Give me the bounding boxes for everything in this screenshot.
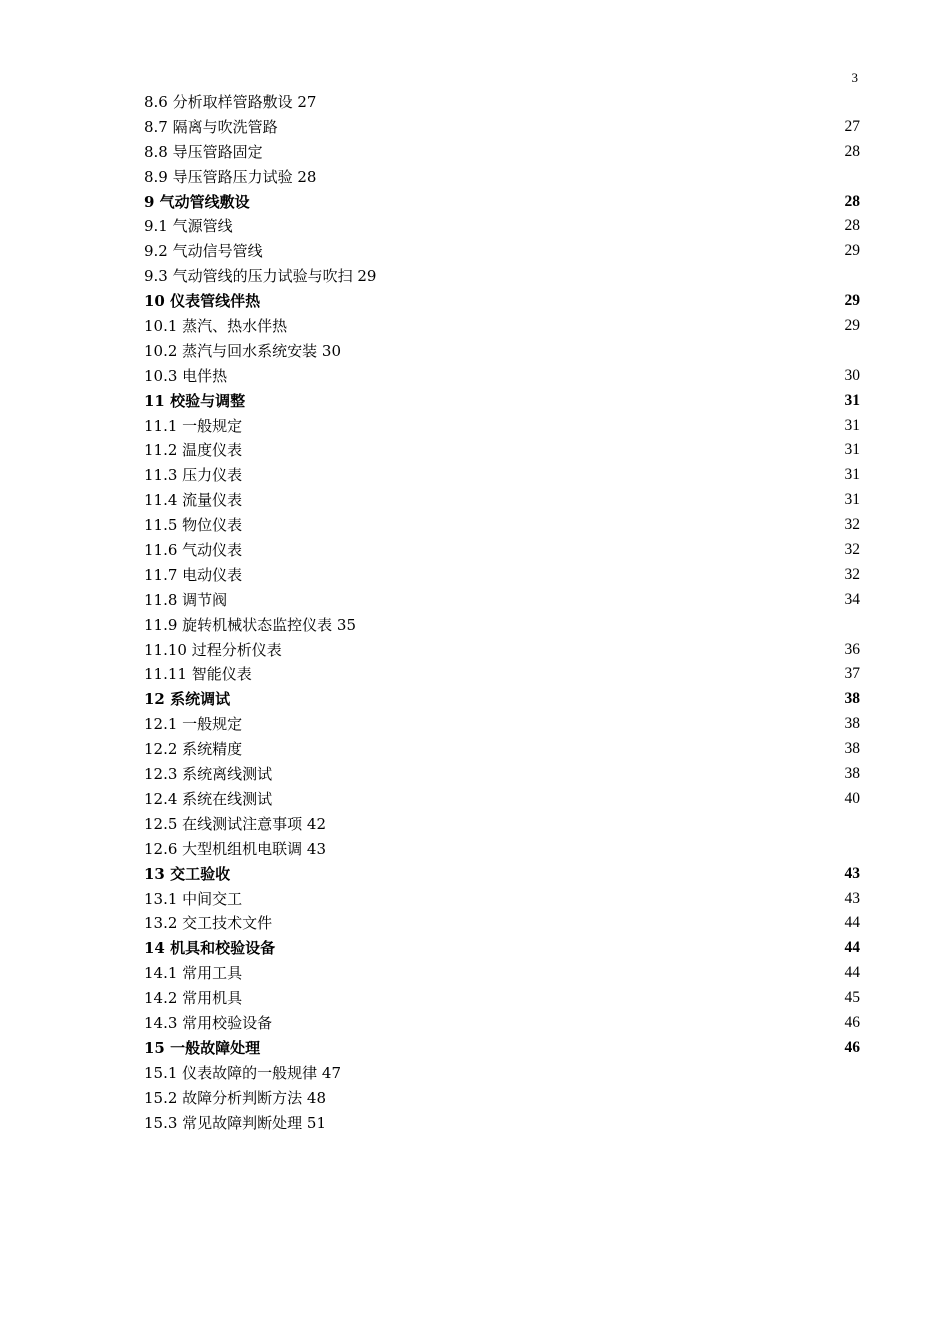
toc-entry-page: 44 bbox=[844, 964, 860, 982]
toc-entry-page: 44 bbox=[844, 914, 860, 932]
toc-entry-title: 12 系统调试 bbox=[144, 690, 231, 709]
toc-entry-page: 37 bbox=[844, 665, 860, 683]
toc-entry-page: 29 bbox=[844, 317, 860, 335]
toc-entry-title: 12.2 系统精度 bbox=[144, 740, 243, 759]
toc-section-entry[interactable] bbox=[144, 961, 860, 986]
toc-entry-page: 28 bbox=[844, 217, 860, 235]
toc-section-entry[interactable] bbox=[144, 787, 860, 812]
toc-section-entry[interactable] bbox=[144, 812, 860, 837]
toc-entry-title: 9.1 气源管线 bbox=[144, 217, 233, 236]
toc-entry-page: 43 bbox=[844, 889, 860, 907]
toc-section-entry[interactable] bbox=[144, 986, 860, 1011]
toc-entry-title: 8.8 导压管路固定 bbox=[144, 142, 263, 161]
toc-entry-title: 10.2 蒸汽与回水系统安装 30 bbox=[144, 341, 342, 360]
toc-entry-title: 10.1 蒸汽、热水伴热 bbox=[144, 317, 288, 336]
toc-entry-page: 34 bbox=[844, 590, 860, 608]
toc-entry-page: 31 bbox=[844, 391, 860, 409]
toc-entry-page: 31 bbox=[844, 416, 860, 434]
toc-section-entry[interactable] bbox=[144, 837, 860, 862]
toc-entry-title: 13 交工验收 bbox=[144, 864, 231, 883]
toc-entry-title: 14.3 常用校验设备 bbox=[144, 1013, 273, 1032]
toc-entry-page: 31 bbox=[844, 466, 860, 484]
toc-entry-page: 43 bbox=[844, 864, 860, 882]
toc-entry-title: 11 校验与调整 bbox=[144, 391, 246, 410]
toc-entry-title: 11.4 流量仪表 bbox=[144, 491, 243, 510]
toc-entry-title: 14 机具和校验设备 bbox=[144, 939, 276, 958]
toc-entry-page: 32 bbox=[844, 516, 860, 534]
toc-section-entry[interactable] bbox=[144, 438, 860, 463]
toc-entry-title: 11.6 气动仪表 bbox=[144, 541, 243, 560]
toc-entry-page: 27 bbox=[844, 117, 860, 135]
toc-entry-title: 11.1 一般规定 bbox=[144, 416, 243, 435]
toc-entry-page: 32 bbox=[844, 541, 860, 559]
toc-chapter-entry[interactable] bbox=[144, 936, 860, 961]
toc-section-entry[interactable] bbox=[144, 115, 860, 140]
toc-entry-page: 29 bbox=[844, 242, 860, 260]
toc-entry-page: 31 bbox=[844, 491, 860, 509]
toc-entry-title: 10 仪表管线伴热 bbox=[144, 292, 261, 311]
toc-section-entry[interactable] bbox=[144, 90, 860, 115]
toc-entry-title: 11.8 调节阀 bbox=[144, 590, 228, 609]
toc-chapter-entry[interactable] bbox=[144, 389, 860, 414]
toc-entry-title: 11.10 过程分析仪表 bbox=[144, 640, 282, 659]
toc-entry-page: 30 bbox=[844, 366, 860, 384]
toc-entry-title: 12.3 系统离线测试 bbox=[144, 765, 273, 784]
toc-entry-page: 40 bbox=[844, 789, 860, 807]
toc-section-entry[interactable] bbox=[144, 638, 860, 663]
toc-entry-title: 11.9 旋转机械状态监控仪表 35 bbox=[144, 615, 357, 634]
toc-section-entry[interactable] bbox=[144, 364, 860, 389]
toc-entry-title: 11.11 智能仪表 bbox=[144, 665, 252, 684]
toc-section-entry[interactable] bbox=[144, 613, 860, 638]
toc-chapter-entry[interactable] bbox=[144, 1036, 860, 1061]
toc-section-entry[interactable] bbox=[144, 1011, 860, 1036]
toc-entry-title: 9.2 气动信号管线 bbox=[144, 242, 263, 261]
toc-entry-title: 8.7 隔离与吹洗管路 bbox=[144, 117, 278, 136]
toc-entry-title: 9 气动管线敷设 bbox=[144, 192, 250, 211]
toc-section-entry[interactable] bbox=[144, 1061, 860, 1086]
toc-entry-title: 15 一般故障处理 bbox=[144, 1038, 261, 1057]
toc-entry-title: 8.9 导压管路压力试验 28 bbox=[144, 167, 317, 186]
toc-chapter-entry[interactable] bbox=[144, 289, 860, 314]
toc-entry-title: 8.6 分析取样管路敷设 27 bbox=[144, 93, 317, 111]
toc-entry-title: 12.4 系统在线测试 bbox=[144, 789, 273, 808]
toc-entry-title: 11.7 电动仪表 bbox=[144, 565, 243, 584]
toc-entry-title: 11.2 温度仪表 bbox=[144, 441, 243, 460]
toc-section-entry[interactable] bbox=[144, 214, 860, 239]
toc-section-entry[interactable] bbox=[144, 1086, 860, 1111]
toc-entry-title: 11.3 压力仪表 bbox=[144, 466, 243, 485]
toc-entry-page: 44 bbox=[844, 939, 860, 957]
toc-entry-title: 15.2 故障分析判断方法 48 bbox=[144, 1088, 327, 1107]
toc-section-entry[interactable] bbox=[144, 140, 860, 165]
toc-entry-page: 29 bbox=[844, 292, 860, 310]
toc-section-entry[interactable] bbox=[144, 414, 860, 439]
toc-section-entry[interactable] bbox=[144, 513, 860, 538]
toc-entry-page: 28 bbox=[844, 142, 860, 160]
toc-entry-page: 38 bbox=[844, 765, 860, 783]
toc-section-entry[interactable] bbox=[144, 314, 860, 339]
toc-entry-page: 46 bbox=[844, 1038, 860, 1056]
toc-entry-title: 9.3 气动管线的压力试验与吹扫 29 bbox=[144, 267, 377, 286]
toc-section-entry[interactable] bbox=[144, 712, 860, 737]
toc-entry-title: 12.5 在线测试注意事项 42 bbox=[144, 814, 327, 833]
toc-chapter-entry[interactable] bbox=[144, 862, 860, 887]
page-number: 3 bbox=[851, 70, 858, 85]
toc-entry-title: 15.3 常见故障判断处理 51 bbox=[144, 1113, 327, 1132]
toc-entry-title: 10.3 电伴热 bbox=[144, 366, 228, 385]
toc-section-entry[interactable] bbox=[144, 239, 860, 264]
toc-chapter-entry[interactable] bbox=[144, 190, 860, 215]
toc-entry-page: 31 bbox=[844, 441, 860, 459]
toc-section-entry[interactable] bbox=[144, 339, 860, 364]
toc-entry-page: 38 bbox=[844, 740, 860, 758]
toc-chapter-entry[interactable] bbox=[144, 687, 860, 712]
toc-entry-page: 38 bbox=[844, 690, 860, 708]
toc-section-entry[interactable] bbox=[144, 165, 860, 190]
toc-entry-page: 32 bbox=[844, 565, 860, 583]
toc-section-entry[interactable] bbox=[144, 662, 860, 687]
toc-section-entry[interactable] bbox=[144, 737, 860, 762]
toc-entry-title: 12.6 大型机组机电联调 43 bbox=[144, 839, 327, 858]
toc-section-entry[interactable] bbox=[144, 563, 860, 588]
toc-section-entry[interactable] bbox=[144, 887, 860, 912]
toc-section-entry[interactable] bbox=[144, 762, 860, 787]
toc-entry-page: 45 bbox=[844, 989, 860, 1007]
toc-entry-page: 28 bbox=[844, 192, 860, 210]
toc-section-entry[interactable] bbox=[144, 463, 860, 488]
toc-section-entry[interactable] bbox=[144, 588, 860, 613]
toc-entry-title: 11.5 物位仪表 bbox=[144, 516, 243, 535]
toc-section-entry[interactable] bbox=[144, 1111, 860, 1136]
toc-section-entry[interactable] bbox=[144, 911, 860, 936]
toc-section-entry[interactable] bbox=[144, 488, 860, 513]
toc-entry-page: 38 bbox=[844, 715, 860, 733]
toc-entry-title: 15.1 仪表故障的一般规律 47 bbox=[144, 1063, 342, 1082]
toc-section-entry[interactable] bbox=[144, 538, 860, 563]
toc-entry-title: 14.2 常用机具 bbox=[144, 989, 243, 1008]
toc-entry-page: 46 bbox=[844, 1013, 860, 1031]
toc-entry-title: 12.1 一般规定 bbox=[144, 715, 243, 734]
toc-entry-title: 14.1 常用工具 bbox=[144, 964, 243, 983]
toc-entry-title: 13.2 交工技术文件 bbox=[144, 914, 273, 933]
toc-entry-page: 36 bbox=[844, 640, 860, 658]
table-of-contents bbox=[144, 90, 860, 1135]
toc-entry-title: 13.1 中间交工 bbox=[144, 889, 243, 908]
toc-section-entry[interactable] bbox=[144, 264, 860, 289]
